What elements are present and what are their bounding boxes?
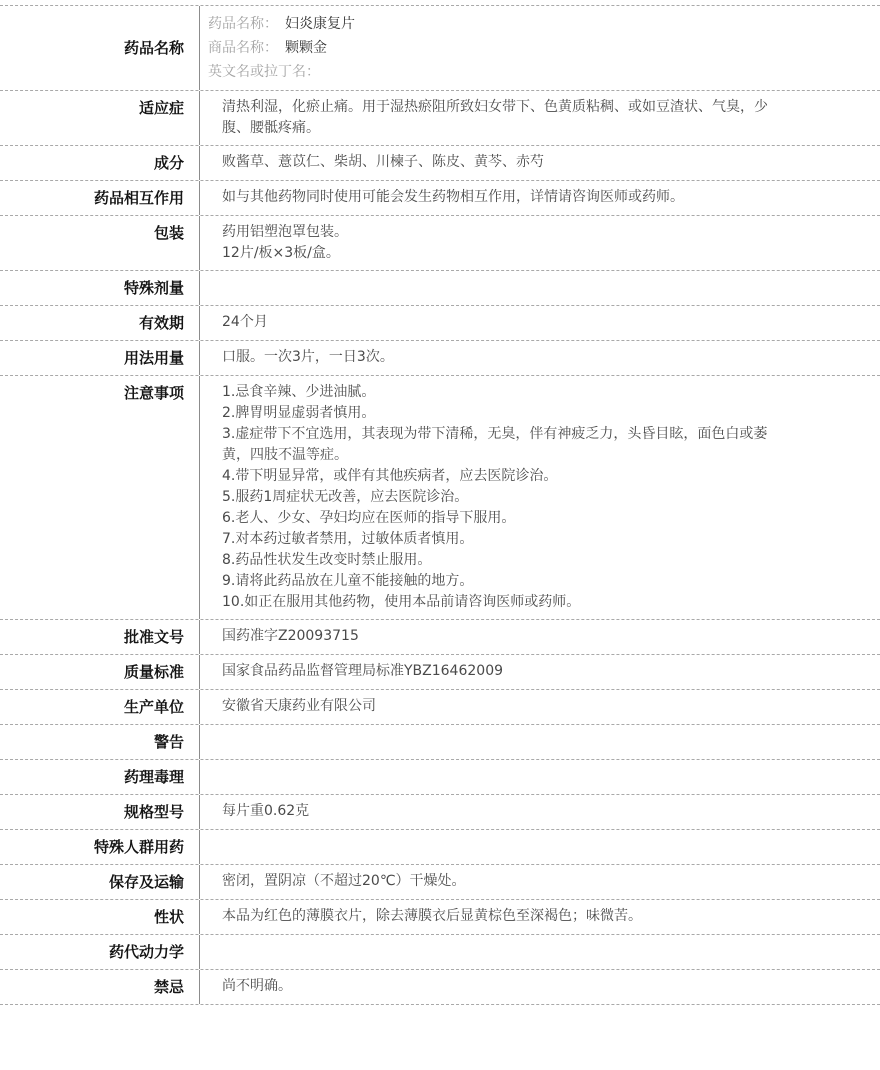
row-label: 警告 bbox=[0, 725, 200, 759]
table-row bbox=[0, 376, 880, 620]
value-line: 密闭，置阴凉（不超过20℃）干燥处。 bbox=[222, 873, 466, 889]
drug-info-table bbox=[0, 5, 880, 1005]
row-value bbox=[200, 341, 880, 375]
row-label: 性状 bbox=[0, 900, 200, 934]
value-line: 3.虚症带下不宜选用，其表现为带下清稀，无臭，伴有神疲乏力，头昏目眩，面色白或萎黄，四肢不温等症。 bbox=[222, 426, 768, 463]
table-row bbox=[0, 216, 880, 271]
row-value bbox=[200, 830, 880, 864]
value-line: 12片/板×3板/盒。 bbox=[222, 245, 340, 261]
row-value bbox=[200, 271, 880, 305]
table-row bbox=[0, 795, 880, 830]
drug-name-line bbox=[208, 36, 860, 60]
row-label: 药代动力学 bbox=[0, 935, 200, 969]
value-line: 清热利湿，化瘀止痛。用于湿热瘀阻所致妇女带下、色黄质粘稠、或如豆渣状、气臭，少腹、腰骶疼痛。 bbox=[222, 99, 768, 136]
value-line: 9.请将此药品放在儿童不能接触的地方。 bbox=[222, 573, 474, 589]
value-line: 安徽省天康药业有限公司 bbox=[222, 698, 376, 714]
value-line: 5.服药1周症状无改善，应去医院诊治。 bbox=[222, 489, 469, 505]
row-value bbox=[200, 690, 880, 724]
row-label: 包装 bbox=[0, 216, 200, 270]
table-row bbox=[0, 181, 880, 216]
row-label: 成分 bbox=[0, 146, 200, 180]
row-label: 用法用量 bbox=[0, 341, 200, 375]
value-line: 尚不明确。 bbox=[222, 978, 292, 994]
value-line: 1.忌食辛辣、少进油腻。 bbox=[222, 384, 376, 400]
row-label: 药品相互作用 bbox=[0, 181, 200, 215]
value-line: 24个月 bbox=[222, 314, 268, 330]
value-line: 国家食品药品监督管理局标准YBZ16462009 bbox=[222, 663, 504, 679]
row-value bbox=[200, 6, 880, 90]
value-line: 药用铝塑泡罩包装。 bbox=[222, 224, 348, 240]
row-value bbox=[200, 620, 880, 654]
row-value bbox=[200, 865, 880, 899]
value-line: 每片重0.62克 bbox=[222, 803, 310, 819]
field-value: 颗颗金 bbox=[285, 40, 327, 56]
table-row bbox=[0, 830, 880, 865]
table-row bbox=[0, 935, 880, 970]
row-value bbox=[200, 216, 880, 270]
field-key: 英文名或拉丁名： bbox=[208, 64, 320, 80]
table-row bbox=[0, 6, 880, 91]
value-line: 败酱草、薏苡仁、柴胡、川楝子、陈皮、黄芩、赤芍 bbox=[222, 154, 544, 170]
row-label: 生产单位 bbox=[0, 690, 200, 724]
drug-name-line bbox=[208, 60, 860, 84]
row-label: 药理毒理 bbox=[0, 760, 200, 794]
table-row bbox=[0, 725, 880, 760]
table-row bbox=[0, 620, 880, 655]
row-label: 特殊剂量 bbox=[0, 271, 200, 305]
table-row bbox=[0, 690, 880, 725]
row-label: 注意事项 bbox=[0, 376, 200, 619]
table-row bbox=[0, 655, 880, 690]
row-label: 保存及运输 bbox=[0, 865, 200, 899]
row-value bbox=[200, 725, 880, 759]
row-value bbox=[200, 935, 880, 969]
row-value bbox=[200, 655, 880, 689]
value-line: 4.带下明显异常，或伴有其他疾病者，应去医院诊治。 bbox=[222, 468, 558, 484]
value-line: 口服。一次3片，一日3次。 bbox=[222, 349, 394, 365]
row-value bbox=[200, 146, 880, 180]
field-key: 药品名称： bbox=[208, 16, 278, 32]
table-row bbox=[0, 146, 880, 181]
table-row bbox=[0, 865, 880, 900]
field-key: 商品名称： bbox=[208, 40, 278, 56]
row-value bbox=[200, 760, 880, 794]
row-value bbox=[200, 900, 880, 934]
drug-name-line bbox=[208, 12, 860, 36]
table-row bbox=[0, 91, 880, 146]
row-label: 批准文号 bbox=[0, 620, 200, 654]
row-value bbox=[200, 181, 880, 215]
row-label: 规格型号 bbox=[0, 795, 200, 829]
table-row bbox=[0, 271, 880, 306]
table-row bbox=[0, 760, 880, 795]
row-value bbox=[200, 91, 880, 145]
row-value bbox=[200, 970, 880, 1004]
table-row bbox=[0, 306, 880, 341]
row-label: 禁忌 bbox=[0, 970, 200, 1004]
value-line: 7.对本药过敏者禁用，过敏体质者慎用。 bbox=[222, 531, 474, 547]
row-label: 适应症 bbox=[0, 91, 200, 145]
value-line: 6.老人、少女、孕妇均应在医师的指导下服用。 bbox=[222, 510, 516, 526]
row-value bbox=[200, 376, 880, 619]
value-line: 本品为红色的薄膜衣片，除去薄膜衣后显黄棕色至深褐色；味微苦。 bbox=[222, 908, 642, 924]
table-row bbox=[0, 341, 880, 376]
value-line: 8.药品性状发生改变时禁止服用。 bbox=[222, 552, 432, 568]
value-line: 如与其他药物同时使用可能会发生药物相互作用，详情请咨询医师或药师。 bbox=[222, 189, 684, 205]
table-row bbox=[0, 970, 880, 1005]
table-row bbox=[0, 900, 880, 935]
row-value bbox=[200, 306, 880, 340]
value-line: 2.脾胃明显虚弱者慎用。 bbox=[222, 405, 376, 421]
field-value: 妇炎康复片 bbox=[285, 16, 355, 32]
row-label: 特殊人群用药 bbox=[0, 830, 200, 864]
value-line: 10.如正在服用其他药物，使用本品前请咨询医师或药师。 bbox=[222, 594, 581, 610]
row-label: 有效期 bbox=[0, 306, 200, 340]
row-value bbox=[200, 795, 880, 829]
value-line: 国药准字Z20093715 bbox=[222, 628, 359, 644]
row-label: 质量标准 bbox=[0, 655, 200, 689]
row-label: 药品名称 bbox=[0, 6, 200, 90]
